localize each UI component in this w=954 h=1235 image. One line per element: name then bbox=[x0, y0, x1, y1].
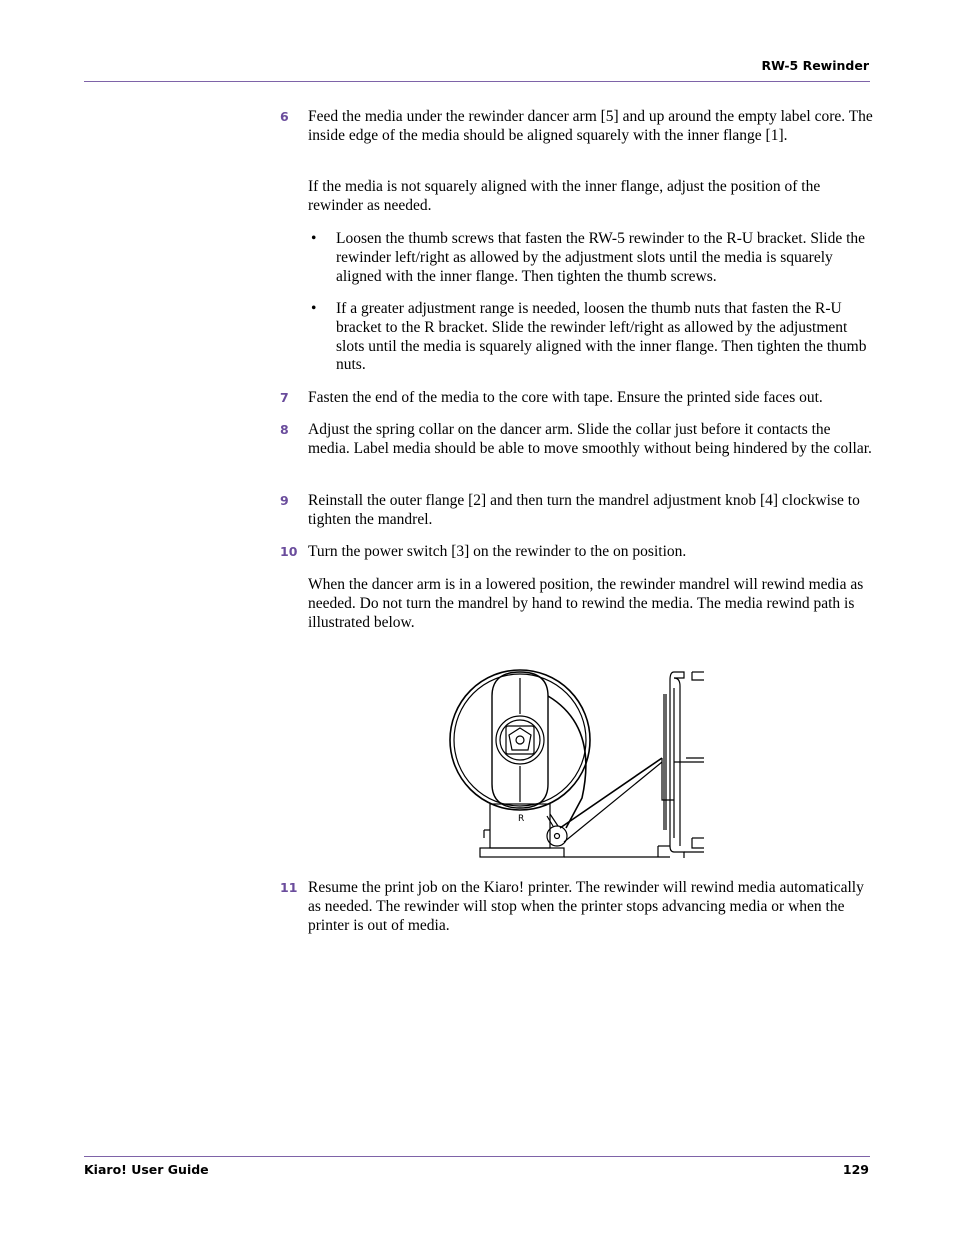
step-text: Turn the power switch [3] on the rewinder to the on position. bbox=[308, 543, 687, 560]
step-text: Resume the print job on the Kiaro! printer. The rewinder will rewind media automatically as needed. The rewinder will stop when the printer stops advancing media or when the printer is out of media. bbox=[308, 879, 864, 934]
step-note: When the dancer arm is in a lowered position, the rewinder mandrel will rewind media as needed. Do not turn the mandrel by hand to rewind the media. The media rewind path is illustrated below. bbox=[308, 576, 864, 631]
running-header: RW-5 Rewinder bbox=[761, 58, 869, 73]
footer-rule bbox=[84, 1156, 870, 1157]
bullet-symbol: • bbox=[311, 300, 317, 317]
bullet-item: If a greater adjustment range is needed, loosen the thumb nuts that fasten the R-U bracket to the R bracket. Slide the rewinder left/right as allowed by the adjustment slots until the media is squarely aligned with the inner flange. Then tighten the thumb nuts. bbox=[336, 300, 867, 374]
step-number: 9 bbox=[280, 493, 289, 508]
page-number: 129 bbox=[842, 1162, 869, 1177]
step-number: 7 bbox=[280, 390, 289, 405]
header-rule bbox=[84, 81, 870, 82]
step-number: 11 bbox=[280, 880, 298, 895]
step-text: Fasten the end of the media to the core with tape. Ensure the printed side faces out. bbox=[308, 389, 823, 406]
step-text: Reinstall the outer flange [2] and then turn the mandrel adjustment knob [4] clockwise to tighten the mandrel. bbox=[308, 492, 860, 528]
step-number: 10 bbox=[280, 544, 298, 559]
step-number: 8 bbox=[280, 422, 289, 437]
bracket-label: R bbox=[518, 814, 525, 824]
bullet-symbol: • bbox=[311, 230, 317, 247]
step-text: Adjust the spring collar on the dancer arm. Slide the collar just before it contacts the media. Label media should be able to move smoothly without being hindered by the collar. bbox=[308, 421, 872, 457]
footer-guide-title: Kiaro! User Guide bbox=[84, 1162, 209, 1177]
step-number: 6 bbox=[280, 109, 289, 124]
rewind-path-illustration bbox=[448, 666, 704, 860]
step-note: If the media is not squarely aligned with the inner flange, adjust the position of the rewinder as needed. bbox=[308, 178, 821, 214]
bullet-item: Loosen the thumb screws that fasten the RW-5 rewinder to the R-U bracket. Slide the rewinder left/right as allowed by the adjustment slots until the media is squarely aligned with the inner flange. Then tighten the thumb screws. bbox=[336, 230, 866, 285]
step-text: Feed the media under the rewinder dancer arm [5] and up around the empty label core. The inside edge of the media should be aligned squarely with the inner flange [1]. bbox=[308, 108, 873, 144]
